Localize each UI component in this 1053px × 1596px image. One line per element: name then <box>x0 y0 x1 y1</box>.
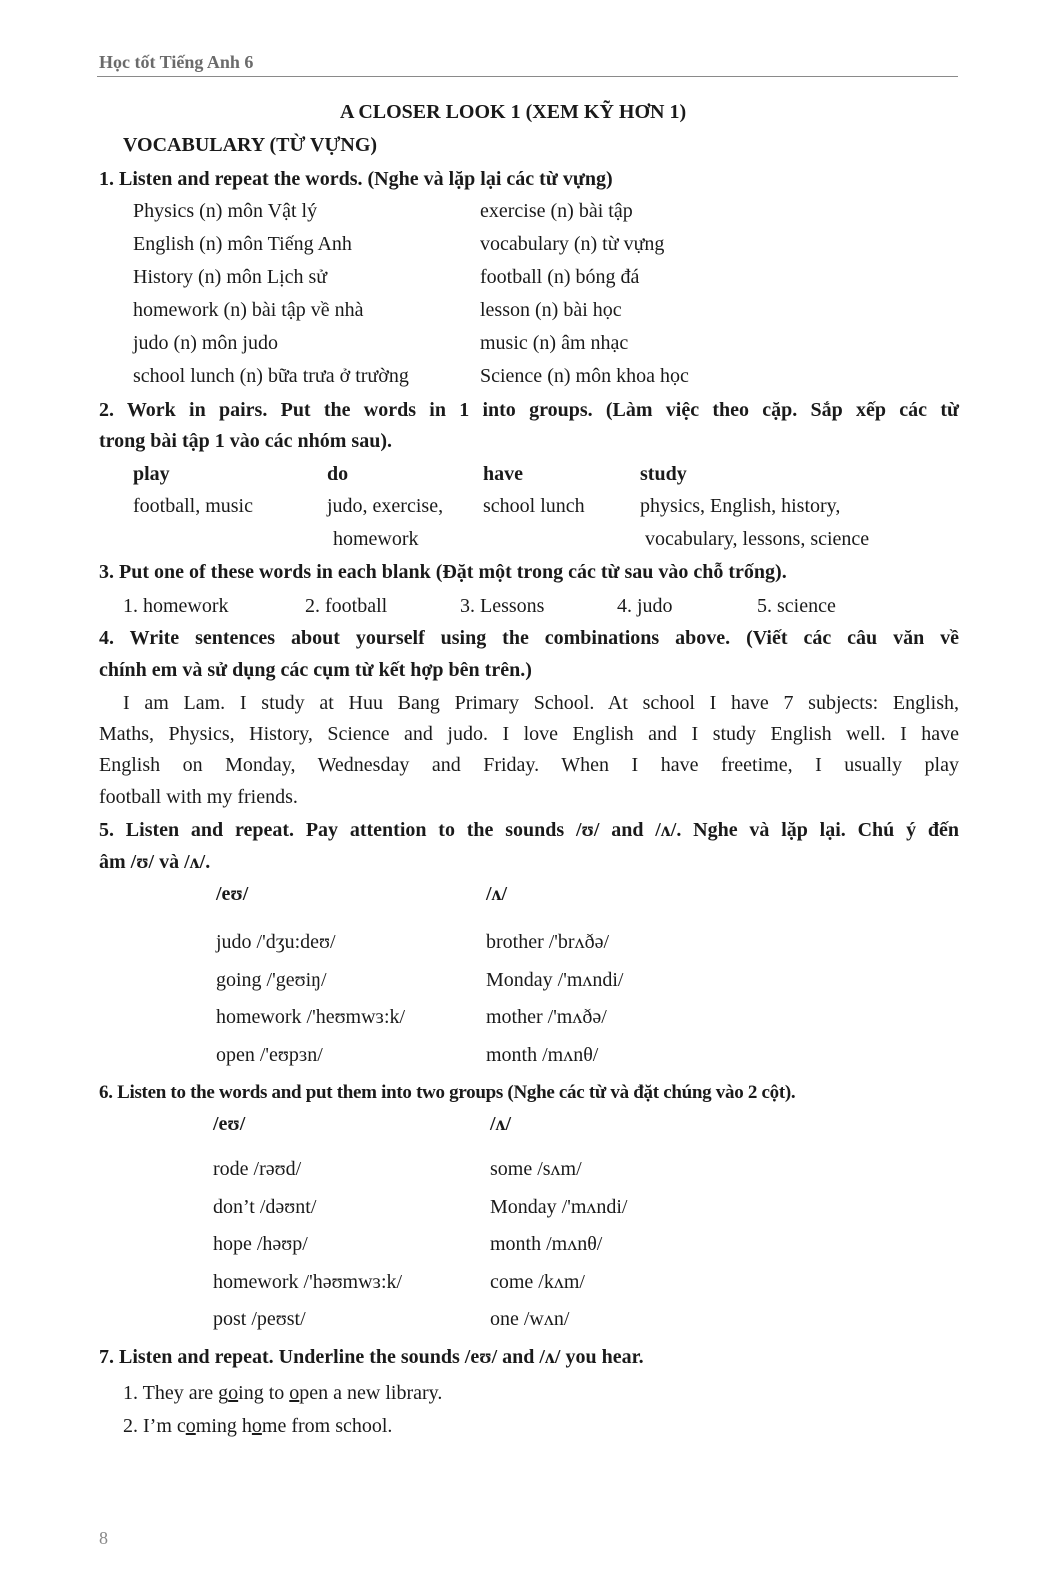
phonetic-word: homework /'heʊmwɜ:k/ <box>216 1006 406 1028</box>
phonetic-word: brother /'brʌðə/ <box>486 931 610 953</box>
vocab-item: judo (n) môn judo <box>133 332 278 354</box>
phonetic-word: one /wʌn/ <box>490 1308 570 1330</box>
group-header-have: have <box>483 463 523 485</box>
sentence-text: me from school. <box>261 1415 393 1437</box>
exercise-2-heading-line2: trong bài tập 1 vào các nhóm sau). <box>99 430 392 452</box>
exercise-2-heading-line1: 2. Work in pairs. Put the words in 1 into groups. (Làm việc theo cặp. Sắp xếp các từ <box>99 399 959 421</box>
vocab-item: Physics (n) môn Vật lý <box>133 200 318 222</box>
phonetic-word: come /kʌm/ <box>490 1271 585 1293</box>
vocab-item: homework (n) bài tập về nhà <box>133 299 364 321</box>
section-title: A CLOSER LOOK 1 (XEM KỸ HƠN 1) <box>340 101 687 123</box>
answer-item: 2. football <box>305 595 388 617</box>
group-cell: football, music <box>133 495 253 517</box>
vocab-item: lesson (n) bài học <box>480 299 622 321</box>
answer-item: 3. Lessons <box>460 595 545 617</box>
phonetic-word: mother /'mʌðə/ <box>486 1006 607 1028</box>
sentence-text: ming h <box>195 1415 252 1437</box>
sound-column-header: /ʌ/ <box>490 1113 512 1135</box>
vocab-item: school lunch (n) bữa trưa ở trường <box>133 365 409 387</box>
phonetic-word: homework /'həʊmwɜ:k/ <box>213 1271 403 1293</box>
sentence-text: 1. They are g <box>123 1382 229 1404</box>
exercise-4-heading-line1: 4. Write sentences about yourself using the combinations above. (Viết các câu văn về <box>99 627 959 649</box>
underlined-sound: o <box>251 1415 262 1437</box>
sound-column-header: /eʊ/ <box>216 883 249 905</box>
phonetic-word: going /'geʊiŋ/ <box>216 969 327 991</box>
exercise-7-heading: 7. Listen and repeat. Underline the sounds /eʊ/ and /ʌ/ you hear. <box>99 1346 644 1368</box>
phonetic-word: Monday /'mʌndi/ <box>486 969 624 991</box>
exercise-6-heading: 6. Listen to the words and put them into two groups (Nghe các từ và đặt chúng vào 2 cột). <box>99 1082 796 1103</box>
group-cell: judo, exercise, <box>327 495 444 517</box>
paragraph-line: I am Lam. I study at Huu Bang Primary School. At school I have 7 subjects: English, <box>123 692 959 714</box>
exercise-5-heading-line2: âm /ʊ/ và /ʌ/. <box>99 851 211 873</box>
group-cell: physics, English, history, <box>640 495 841 517</box>
phonetic-word: hope /həʊp/ <box>213 1233 308 1255</box>
vocab-item: English (n) môn Tiếng Anh <box>133 233 352 255</box>
sound-column-header: /ʌ/ <box>486 883 508 905</box>
phonetic-word: judo /'dʒu:deʊ/ <box>216 931 336 953</box>
phonetic-word: some /sʌm/ <box>490 1158 582 1180</box>
group-header-do: do <box>327 463 349 485</box>
exercise-1-heading: 1. Listen and repeat the words. (Nghe và lặp lại các từ vựng) <box>99 168 613 190</box>
phonetic-word: rode /rəʊd/ <box>213 1158 302 1180</box>
group-cell: homework <box>333 528 419 550</box>
phonetic-word: Monday /'mʌndi/ <box>490 1196 628 1218</box>
phonetic-word: open /'eʊpɜn/ <box>216 1044 323 1066</box>
sentence-text: ing to <box>238 1382 290 1404</box>
phonetic-word: month /mʌnθ/ <box>490 1233 603 1255</box>
header-divider <box>97 76 958 77</box>
group-header-study: study <box>640 463 687 485</box>
vocab-item: History (n) môn Lịch sử <box>133 266 328 288</box>
answer-item: 1. homework <box>123 595 229 617</box>
practice-sentence <box>123 1381 442 1405</box>
vocabulary-heading: VOCABULARY (TỪ VỰNG) <box>123 134 378 156</box>
vocab-item: exercise (n) bài tập <box>480 200 633 222</box>
underlined-sound: o <box>185 1415 196 1437</box>
answer-item: 5. science <box>757 595 836 617</box>
exercise-3-heading: 3. Put one of these words in each blank (Đặt một trong các từ sau vào chỗ trống). <box>99 561 787 583</box>
phonetic-word: post /peʊst/ <box>213 1308 306 1330</box>
phonetic-word: don’t /dəʊnt/ <box>213 1196 317 1218</box>
sound-column-header: /eʊ/ <box>213 1113 246 1135</box>
paragraph-line: football with my friends. <box>99 786 298 808</box>
group-cell: vocabulary, lessons, science <box>645 528 870 550</box>
vocab-item: football (n) bóng đá <box>480 266 640 288</box>
page-number: 8 <box>99 1528 108 1548</box>
underlined-sound: o <box>228 1382 239 1404</box>
exercise-4-heading-line2: chính em và sử dụng các cụm từ kết hợp bên trên.) <box>99 659 532 681</box>
exercise-5-heading-line1: 5. Listen and repeat. Pay attention to the sounds /ʊ/ and /ʌ/. Nghe và lặp lại. Chú ý đến <box>99 819 959 841</box>
paragraph-line: English on Monday, Wednesday and Friday. When I have freetime, I usually play <box>99 754 959 776</box>
paragraph-line: Maths, Physics, History, Science and judo. I love English and I study English well. I have <box>99 723 959 745</box>
vocab-item: vocabulary (n) từ vựng <box>480 233 665 255</box>
sentence-text: 2. I’m c <box>123 1415 186 1437</box>
practice-sentence <box>123 1414 392 1438</box>
group-cell: school lunch <box>483 495 585 517</box>
sentence-text: pen a new library. <box>299 1382 443 1404</box>
underlined-sound: o <box>289 1382 300 1404</box>
vocab-item: music (n) âm nhạc <box>480 332 629 354</box>
group-header-play: play <box>133 463 170 485</box>
running-header: Học tốt Tiếng Anh 6 <box>99 52 254 72</box>
answer-item: 4. judo <box>617 595 673 617</box>
vocab-item: Science (n) môn khoa học <box>480 365 689 387</box>
phonetic-word: month /mʌnθ/ <box>486 1044 599 1066</box>
